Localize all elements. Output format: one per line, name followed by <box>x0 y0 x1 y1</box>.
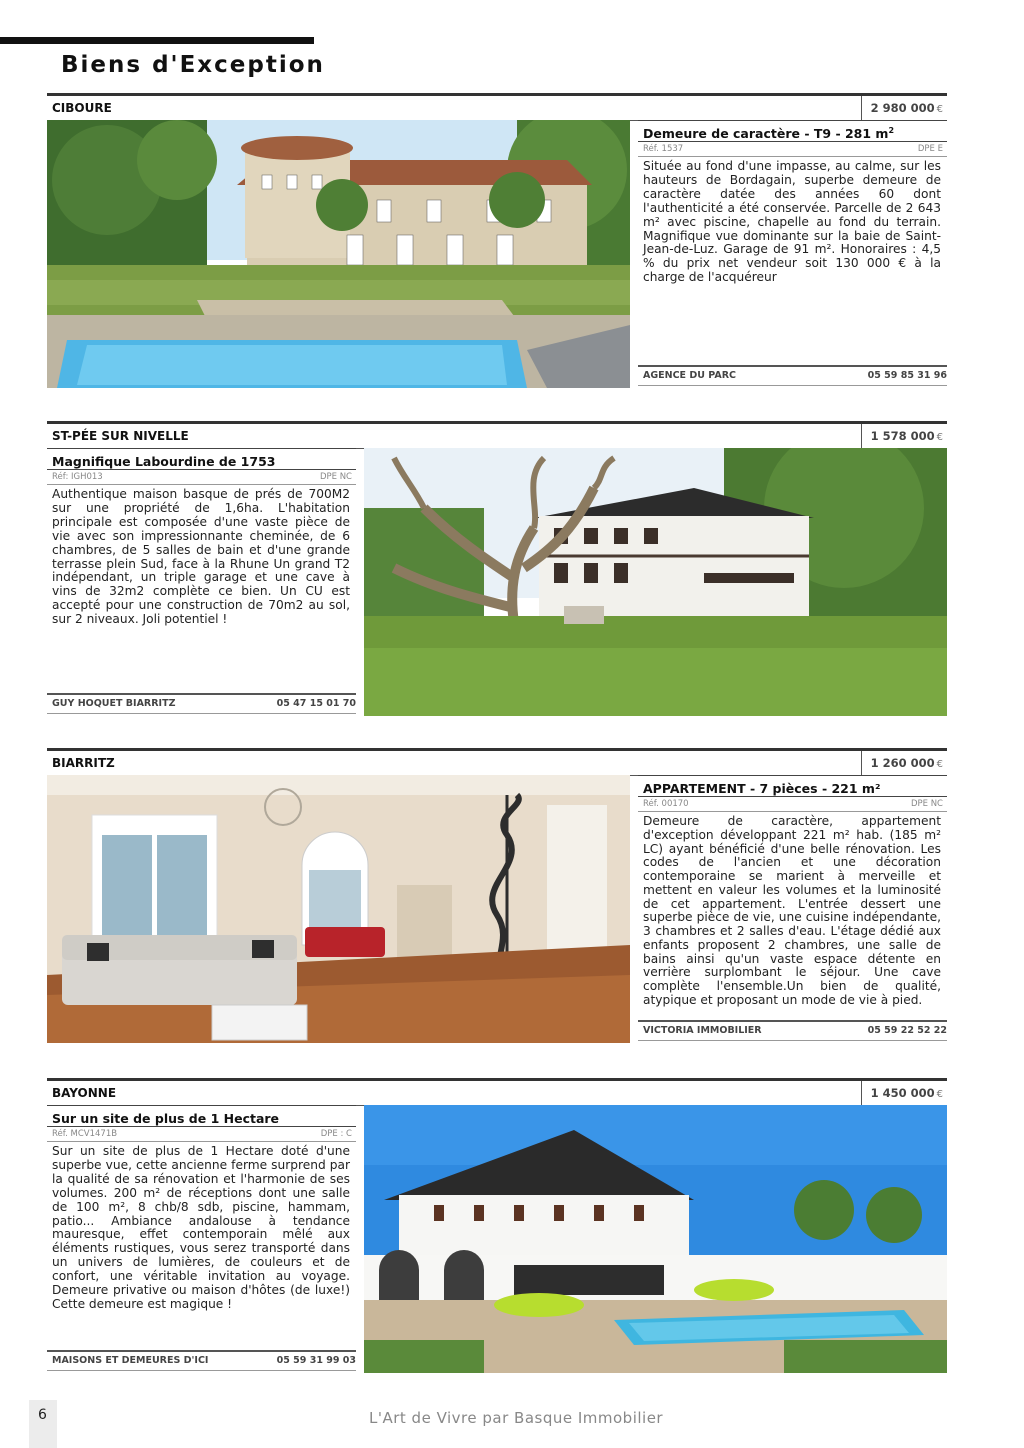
listing-price: 2 980 000 € <box>861 96 947 120</box>
listing-info <box>638 775 947 1048</box>
listing-price: 1 578 000 € <box>861 424 947 448</box>
agency-phone: 05 47 15 01 70 <box>276 698 356 709</box>
listing-city: ST-PÉE SUR NIVELLE <box>52 429 189 443</box>
listing-info <box>47 448 356 721</box>
listing-header-bar <box>47 421 947 449</box>
property-description: Sur un site de plus de 1 Hectare doté d'une superbe vue, cette ancienne ferme surprend par la qualité de sa rénovation et l'harmonie de ses volumes. 200 m² de réceptions dont une salle de 100 m², 8 chb/8 sdb, piscine, hammam, patio... Ambiance andalouse à tendance mauresque, effet contemporain mêlé aux éléments rustiques, vous serez transporté dans un univers de lumières, de couleurs et de confort, une véritable invitation au voyage. Demeure privative ou maison d'hôtes (de luxe!) Cette demeure est magique ! <box>52 1144 350 1311</box>
property-title: Magnifique Labourdine de 1753 <box>47 448 356 470</box>
agency-phone: 05 59 31 99 03 <box>276 1355 356 1366</box>
agency-name: MAISONS ET DEMEURES D'ICI <box>52 1355 209 1366</box>
property-title: Demeure de caractère - T9 - 281 $m^2$ <box>638 120 947 142</box>
reference-number: Réf. 00170 <box>643 799 689 809</box>
dpe-rating: DPE NC <box>319 472 352 482</box>
property-photo <box>364 1105 947 1373</box>
property-title: APPARTEMENT - 7 pièces - 221 m² <box>638 775 947 797</box>
agency-phone: 05 59 85 31 96 <box>867 370 947 381</box>
property-description: Demeure de caractère, appartement d'exception développant 221 m² hab. (185 m² LC) ayant bénéficié d'une belle rénovation. Les codes de l'ancien et une décoration contemporaine se marient à merveille et mettent en valeur les volumes et la luminosité de cet appartement. L'entrée dessert une superbe pièce de vie, une cuisine indépendante, 3 chambres et 2 salles d'eau. L'étage dédié aux enfants proposent 2 chambres, une salle de bains ainsi qu'un vaste espace détente en verrière surplombant le séjour. Une cave complète l'ensemble.Un bien de qualité, atypique et proposant un mode de vie à pied. <box>643 814 941 1007</box>
reference-row <box>638 143 947 157</box>
agency-footer <box>638 365 947 386</box>
dpe-rating: DPE E <box>917 144 943 154</box>
dpe-rating: DPE : C <box>320 1129 352 1139</box>
reference-row <box>47 1128 356 1142</box>
agency-name: AGENCE DU PARC <box>643 370 736 381</box>
listing-price: 1 450 000 € <box>861 1081 947 1105</box>
listing-city: CIBOURE <box>52 101 112 115</box>
agency-footer <box>638 1020 947 1041</box>
property-title: Sur un site de plus de 1 Hectare <box>47 1105 356 1127</box>
property-description: Située au fond d'une impasse, au calme, sur les hauteurs de Bordagain, superbe demeure de caractère datée des années 60 dont l'authenticité a été conservée. Parcelle de 2 643 m² avec piscine, chapelle au fond du terrain. Magnifique vue dominante sur la baie de Saint-Jean-de-Luz. Garage de 91 m². Honoraires : 4,5 % du prix net vendeur soit 130 000 € à la charge de l'acquéreur <box>643 159 941 285</box>
reference-row <box>638 798 947 812</box>
listing-city: BAYONNE <box>52 1086 117 1100</box>
top-rule <box>0 37 314 44</box>
footer-tagline: L'Art de Vivre par Basque Immobilier <box>369 1409 664 1427</box>
listing-biarritz <box>47 748 947 1048</box>
listing-header-bar <box>47 93 947 121</box>
listing-info <box>638 120 947 393</box>
agency-footer <box>47 693 356 714</box>
property-photo <box>47 775 630 1043</box>
reference-row <box>47 471 356 485</box>
property-description: Authentique maison basque de prés de 700M2 sur une propriété de 1,6ha. L'habitation principale est composée d'une vaste pièce de vie avec son impressionnante cheminée, de 6 chambres, de 5 salles de bain et d'une grande terrasse plein Sud, face à la Rhune Un grand T2 indépendant, un triple garage et une cave à vins de 32m2 complète ce bien. Un CU est accepté pour une construction de 70m2 au sol, sur 2 niveaux. Joli potentiel ! <box>52 487 350 627</box>
listing-price: 1 260 000 € <box>861 751 947 775</box>
agency-name: GUY HOQUET BIARRITZ <box>52 698 176 709</box>
agency-phone: 05 59 22 52 22 <box>867 1025 947 1036</box>
agency-footer <box>47 1350 356 1371</box>
listing-ciboure <box>47 93 947 393</box>
listing-bayonne <box>47 1078 947 1378</box>
listing-city: BIARRITZ <box>52 756 115 770</box>
property-photo <box>47 120 630 388</box>
agency-name: VICTORIA IMMOBILIER <box>643 1025 762 1036</box>
listing-header-bar <box>47 748 947 776</box>
property-photo <box>364 448 947 716</box>
page-number: 6 <box>38 1407 47 1423</box>
reference-number: Réf. 1537 <box>643 144 684 154</box>
dpe-rating: DPE NC <box>910 799 943 809</box>
listing-st-pee-sur-nivelle <box>47 421 947 721</box>
listing-header-bar <box>47 1078 947 1106</box>
listing-info <box>47 1105 356 1378</box>
reference-number: Réf: IGH013 <box>52 472 103 482</box>
reference-number: Réf. MCV1471B <box>52 1129 118 1139</box>
section-title: Biens d'Exception <box>61 52 325 78</box>
